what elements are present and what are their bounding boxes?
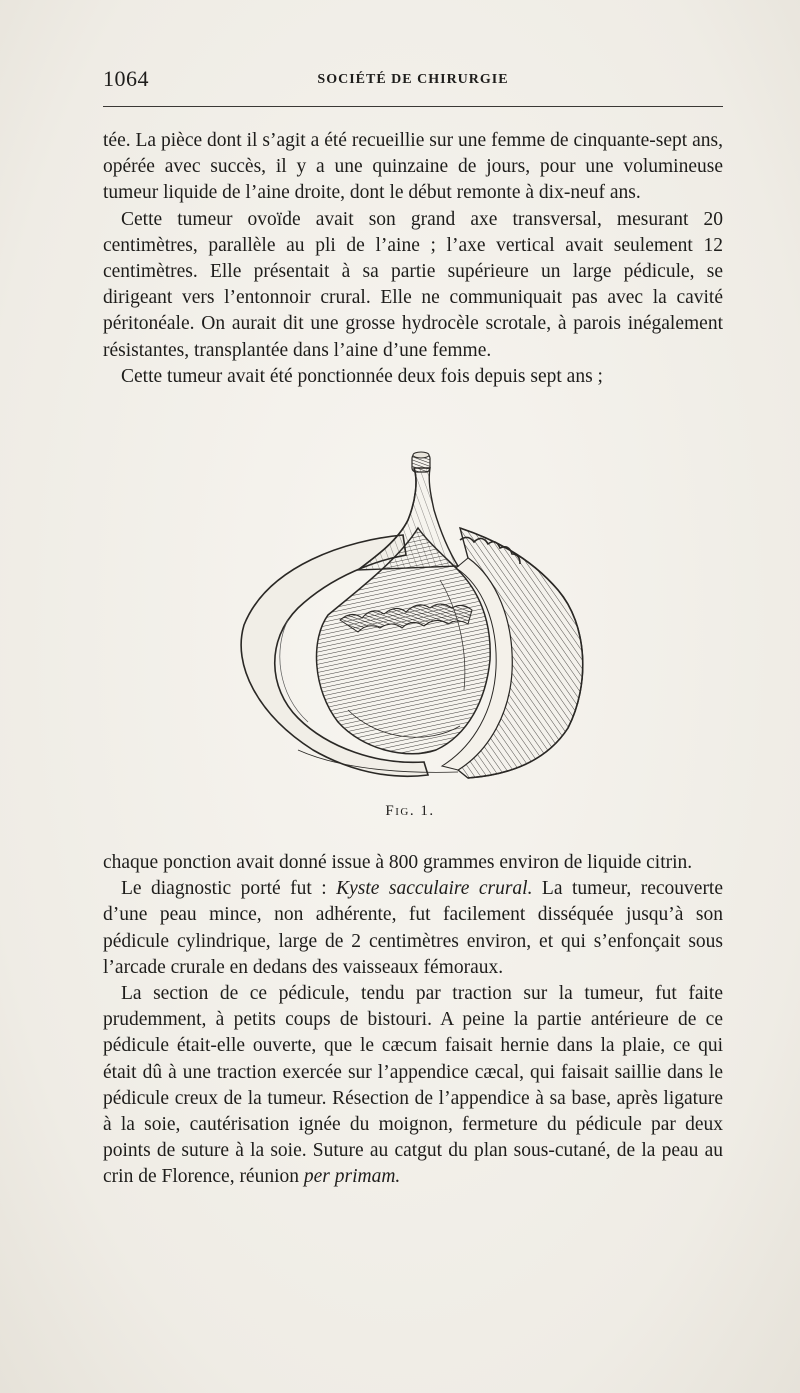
p5-text-after: La tumeur, recouverte d’une peau mince, non adhérente, fut facilement disséquée jusqu’à son pédicule cylindrique, large de 2 centimètres environ, et qui s’enfonçait sous l’arcade crurale en dedans des vaisseaux fémoraux. xyxy=(103,878,724,978)
cyst-illustration xyxy=(228,450,598,790)
paragraph-4: chaque ponction avait donné issue à 800 grammes environ de liquide citrin. xyxy=(103,852,693,873)
page-number: 1064 xyxy=(103,66,149,91)
paragraph-2: Cette tumeur ovoïde avait son grand axe transversal, mesurant 20 centimètres, parallèle au pli de l’aine ; l’axe vertical avait seulement 12 centimètres. Elle présentait à sa partie supérieure un large pédicule, se dirigeant vers l’entonnoir crural. Elle ne communiquait pas avec la cavité péritonéale. On aurait dit une grosse hydrocèle scrotale, à parois inégalement résistantes, transplantée dans l’aine d’une femme. xyxy=(103,208,723,361)
paragraph-5 xyxy=(103,876,723,981)
figure-caption: Fig. 1. xyxy=(385,803,435,819)
paragraph-3: Cette tumeur avait été ponctionnée deux fois depuis sept ans ; xyxy=(121,365,603,387)
diagnosis-italic: Kyste sacculaire crural. xyxy=(336,878,533,900)
header-rule xyxy=(103,106,723,107)
journal-title: SOCIÉTÉ DE CHIRURGIE xyxy=(317,72,509,87)
p6-text-before: La section de ce pédicule, tendu par traction sur la tumeur, fut faite prudemment, à petits coups de bistouri. A peine la partie antérieure de ce pédicule était-elle ouverte, que le cæcum faisait hernie dans la plaie, ce qui était dû à une traction exercée sur l’appendice cæcal, qui faisait saillie dans le pédicule creux de la tumeur. Résection de l’appendice à sa base, après ligature à la soie, cautérisation ignée du moignon, fermeture du pédicule par deux points de suture à la soie. Suture au catgut du plan sous-cutané, de la peau au crin de Florence, réunion xyxy=(103,983,723,1188)
paragraph-1: tée. La pièce dont il s’agit a été recueillie sur une femme de cinquante-sept ans, opérée avec succès, il y a une quinzaine de jours, pour une volumineuse tumeur liquide de l’aine droite, dont le début remonte à dix-neuf ans. xyxy=(103,130,723,204)
p5-text-before: Le diagnostic porté fut : xyxy=(121,878,337,900)
body-text-bottom xyxy=(103,850,723,1191)
running-head xyxy=(103,66,723,96)
per-primam-italic: per primam. xyxy=(303,1166,401,1188)
figure-1-engraving xyxy=(228,450,598,790)
body-text-top xyxy=(103,128,723,390)
paragraph-6 xyxy=(103,981,723,1191)
